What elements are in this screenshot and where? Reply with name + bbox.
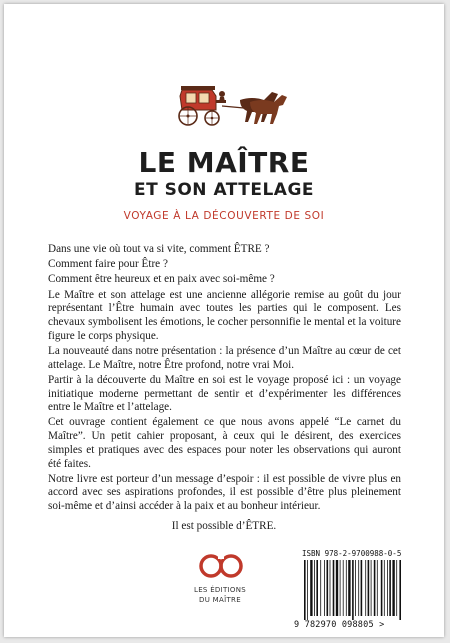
barcode-bar [368,560,370,616]
blurb-paragraph: Partir à la découverte du Maître en soi est le voyage proposé ici : un voyage initiatique moderne permettant de sentir et d’expérimenter les différences entre le Maître et l’attelage. [48,373,401,414]
barcode-bar [346,560,347,616]
barcode-bar [374,560,376,616]
book-subtitle: VOYAGE À LA DÉCOUVERTE DE SOI [123,210,325,222]
barcode-bar [340,560,341,616]
barcode [302,560,418,622]
blurb-paragraph: Cet ouvrage contient également ce que nous avons appelé “Le carnet du Maître”. Un petit cahier proposant, à ceux qui le désirent, des exercices simples et pratiques avec des espaces pour noter les observations qui auront été faites. [48,416,401,470]
barcode-bar [310,560,312,616]
barcode-bar [307,560,308,622]
blurb [48,243,401,515]
barcode-bar [330,560,331,616]
barcode-bar [304,560,306,622]
barcode-bar [336,560,338,616]
barcode-bar [316,560,318,616]
barcode-bar [396,560,397,616]
blurb-paragraph: Notre livre est porteur d’un message d’espoir : il est possible de vivre plus en accord avec ses aspirations profondes, il est possible d’être plus pleinement soi-même et d’ainsi accéder à la paix et au bonheur intérieur. [48,472,401,513]
barcode-bar [320,560,321,616]
barcode-bar [333,560,335,616]
book-title-line-2: ET SON ATTELAGE [133,180,315,200]
barcode-bar [381,560,383,616]
barcode-bar [377,560,378,616]
double-circle-logo-icon [194,552,248,580]
horse-drawn-carriage-icon [172,78,288,132]
book-title: LE MAÎTRE [138,146,310,179]
barcode-bar [358,560,359,616]
isbn-label: ISBN 978-2-9700988-0-5 [302,549,402,558]
back-cover [4,4,444,637]
barcode-bar [355,560,356,616]
blurb-paragraph: Comment faire pour Être ? [48,258,168,271]
barcode-bar [371,560,372,616]
barcode-bar [361,560,363,616]
publisher-name: LES ÉDITIONS [194,586,246,594]
blurb-paragraph: Comment être heureux et en paix avec soi-même ? [48,273,275,286]
barcode-bar [392,560,394,616]
barcode-bar [352,560,354,622]
barcode-bar [384,560,385,616]
barcode-bar [387,560,388,616]
barcode-bar [348,560,350,616]
barcode-bar [399,560,401,622]
barcode-digits: 9 782970 098805 > [294,620,424,630]
blurb-paragraph: La nouveauté dans notre présentation : la présence d’un Maître au cœur de cet attelage. Le Maître, notre Être profond, notre vrai Moi. [48,344,401,371]
barcode-bar [389,560,391,616]
barcode-bar [324,560,325,616]
barcode-bar [327,560,329,616]
blurb-paragraph: Dans une vie où tout va si vite, comment ÊTRE ? [48,243,270,255]
blurb-paragraph: Le Maître et son attelage est une ancienne allégorie remise au goût du jour représentant l’Être humain avec toutes les parties qui le composent. Les chevaux symbolisent les émotions, le cocher personnifie le mental et la voiture figure le corps physique. [48,288,401,342]
publisher-name-line-2: DU MAÎTRE [199,596,241,604]
barcode-bar [365,560,366,616]
barcode-bar [314,560,315,616]
closing-line: Il est possible d’ÊTRE. [171,520,277,532]
barcode-bar [343,560,344,616]
